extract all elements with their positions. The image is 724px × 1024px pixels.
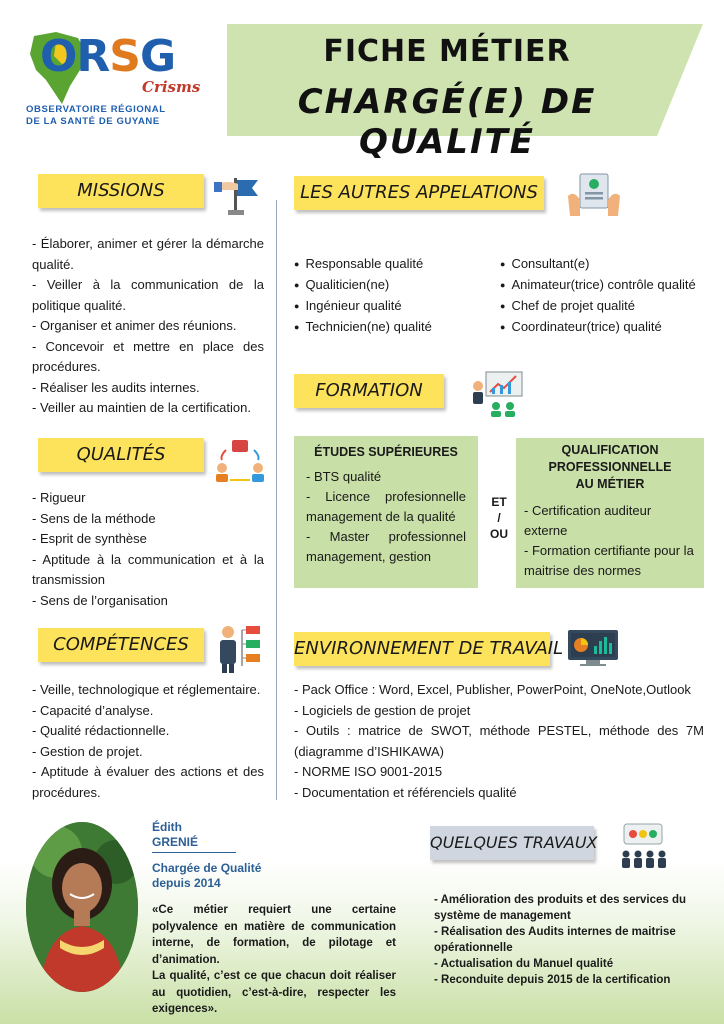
qualification-box [516, 438, 704, 588]
appelations-col1 [294, 254, 494, 338]
orsg-logo [26, 28, 216, 128]
list-item: - Veiller à la communication de la politique qualité. [32, 277, 264, 313]
title-banner [227, 24, 703, 162]
list-item: - Veiller au maintien de la certification. [32, 400, 251, 415]
et-ou-connector: ET / OU [490, 495, 508, 541]
list-item: ● Coordinateur(trice) qualité [500, 317, 712, 338]
logo-subtitle-2: DE LA SANTÉ DE GUYANE [26, 116, 160, 127]
dashboard-monitor-icon [566, 628, 620, 668]
person-first-name: Édith [152, 820, 182, 834]
competences-list [32, 680, 264, 803]
presentation-icon [470, 370, 524, 418]
list-item: - Formation certifiante pour la maitrise des normes [524, 543, 694, 578]
qualification-list [524, 501, 696, 581]
list-item: - Licence profesionnelle management de la qualité [306, 489, 466, 524]
logo-subtitle-1: OBSERVATOIRE RÉGIONAL [26, 104, 166, 115]
travaux-heading: QUELQUES TRAVAUX [430, 826, 594, 860]
competences-heading: COMPÉTENCES [38, 628, 204, 662]
logo-crisms: Crisms [142, 78, 201, 96]
list-item: - Gestion de projet. [32, 743, 143, 759]
qualification-title: QUALIFICATION PROFESSIONNELLE AU MÉTIER [548, 443, 672, 491]
portrait-illustration [26, 822, 138, 992]
list-item: - Sens de la méthode [32, 510, 156, 526]
portrait-photo [26, 822, 138, 992]
list-item: ● Qualiticien(ne) [294, 275, 494, 296]
testimonial-quote: «Ce métier requiert une certaine polyvalence en matière de communication interne, de formation, de pilotage et d’animation. La qualité, c’est ce que chacun doit réaliser au quotidien, c’est-à-dire, respecter les exigences». [152, 904, 396, 1015]
list-item: ● Consultant(e) [500, 254, 712, 275]
list-item: - Esprit de synthèse [32, 531, 147, 546]
list-item: - Organiser et animer des réunions. [32, 318, 237, 333]
appelations-col2 [500, 254, 712, 338]
team-ideas-icon [618, 822, 668, 872]
list-item: - Élaborer, animer et gérer la démarche qualité. [32, 236, 264, 272]
page-subtitle: CHARGÉ(E) DE QUALITÉ [297, 82, 597, 162]
flag-hand-icon [214, 172, 266, 218]
list-item: - Concevoir et mettre en place des procédures. [32, 338, 264, 374]
name-underline [152, 852, 236, 853]
qualites-list [32, 488, 264, 611]
appelations-heading: LES AUTRES APPELATIONS [294, 176, 544, 210]
list-item: - Master professionnel management, gestion [306, 529, 466, 564]
list-item: ● Chef de projet qualité [500, 296, 712, 317]
list-item: - Amélioration des produits et des services du système de management [434, 894, 687, 922]
list-item: ● Animateur(trice) contrôle qualité [500, 275, 712, 296]
logo-wordmark: ORSG [40, 31, 176, 82]
studies-title: ÉTUDES SUPÉRIEURES [314, 445, 458, 459]
list-item: - Capacité d’analyse. [32, 702, 154, 718]
studies-box [294, 436, 478, 588]
list-item: - Reconduite depuis 2015 de la certification [434, 974, 671, 986]
list-item: - Rigueur [32, 490, 86, 505]
cycle-people-icon [214, 438, 266, 486]
list-item: - Veille, technologique et réglementaire. [32, 682, 261, 697]
list-item: - Actualisation du Manuel qualité [434, 958, 614, 970]
list-item: - Réaliser les audits internes. [32, 379, 200, 395]
list-item: - Aptitude à évaluer des actions et des procédures. [32, 764, 264, 800]
qualites-heading: QUALITÉS [38, 438, 204, 472]
studies-list [306, 467, 466, 567]
id-card-hands-icon [566, 170, 622, 220]
column-divider [276, 200, 277, 800]
missions-list [32, 234, 264, 419]
environnement-heading: ENVIRONNEMENT DE TRAVAIL [294, 632, 550, 666]
missions-heading: MISSIONS [38, 174, 204, 208]
environnement-list [294, 680, 704, 803]
travaux-list [434, 892, 704, 988]
person-last-name: GRENIÉ [152, 835, 199, 849]
list-item: - Pack Office : Word, Excel, Publisher, PowerPoint, OneNote,Outlook [294, 682, 691, 697]
list-item: - Réalisation des Audits internes de maitrise opérationnelle [434, 926, 676, 954]
list-item: - Logiciels de gestion de projet [294, 702, 471, 718]
list-item: - Outils : matrice de SWOT, méthode PESTEL, méthode des 7M (diagramme d’ISHIKAWA) [294, 723, 704, 759]
page-title: FICHE MÉTIER [323, 34, 571, 69]
org-chart-person-icon [216, 622, 266, 674]
formation-heading: FORMATION [294, 374, 444, 408]
list-item: - Qualité rédactionnelle. [32, 723, 170, 738]
list-item: ● Responsable qualité [294, 254, 494, 275]
list-item: - BTS qualité [306, 469, 382, 484]
list-item: - Documentation et référenciels qualité [294, 784, 517, 800]
list-item: - Certification auditeur externe [524, 503, 652, 538]
list-item: - NORME ISO 9001-2015 [294, 764, 443, 779]
person-role: Chargée de Qualité depuis 2014 [152, 861, 262, 890]
list-item: - Aptitude à la communication et à la transmission [32, 551, 264, 587]
list-item: ● Ingénieur qualité [294, 296, 494, 317]
list-item: - Sens de l’organisation [32, 592, 168, 608]
list-item: ● Technicien(ne) qualité [294, 317, 494, 338]
